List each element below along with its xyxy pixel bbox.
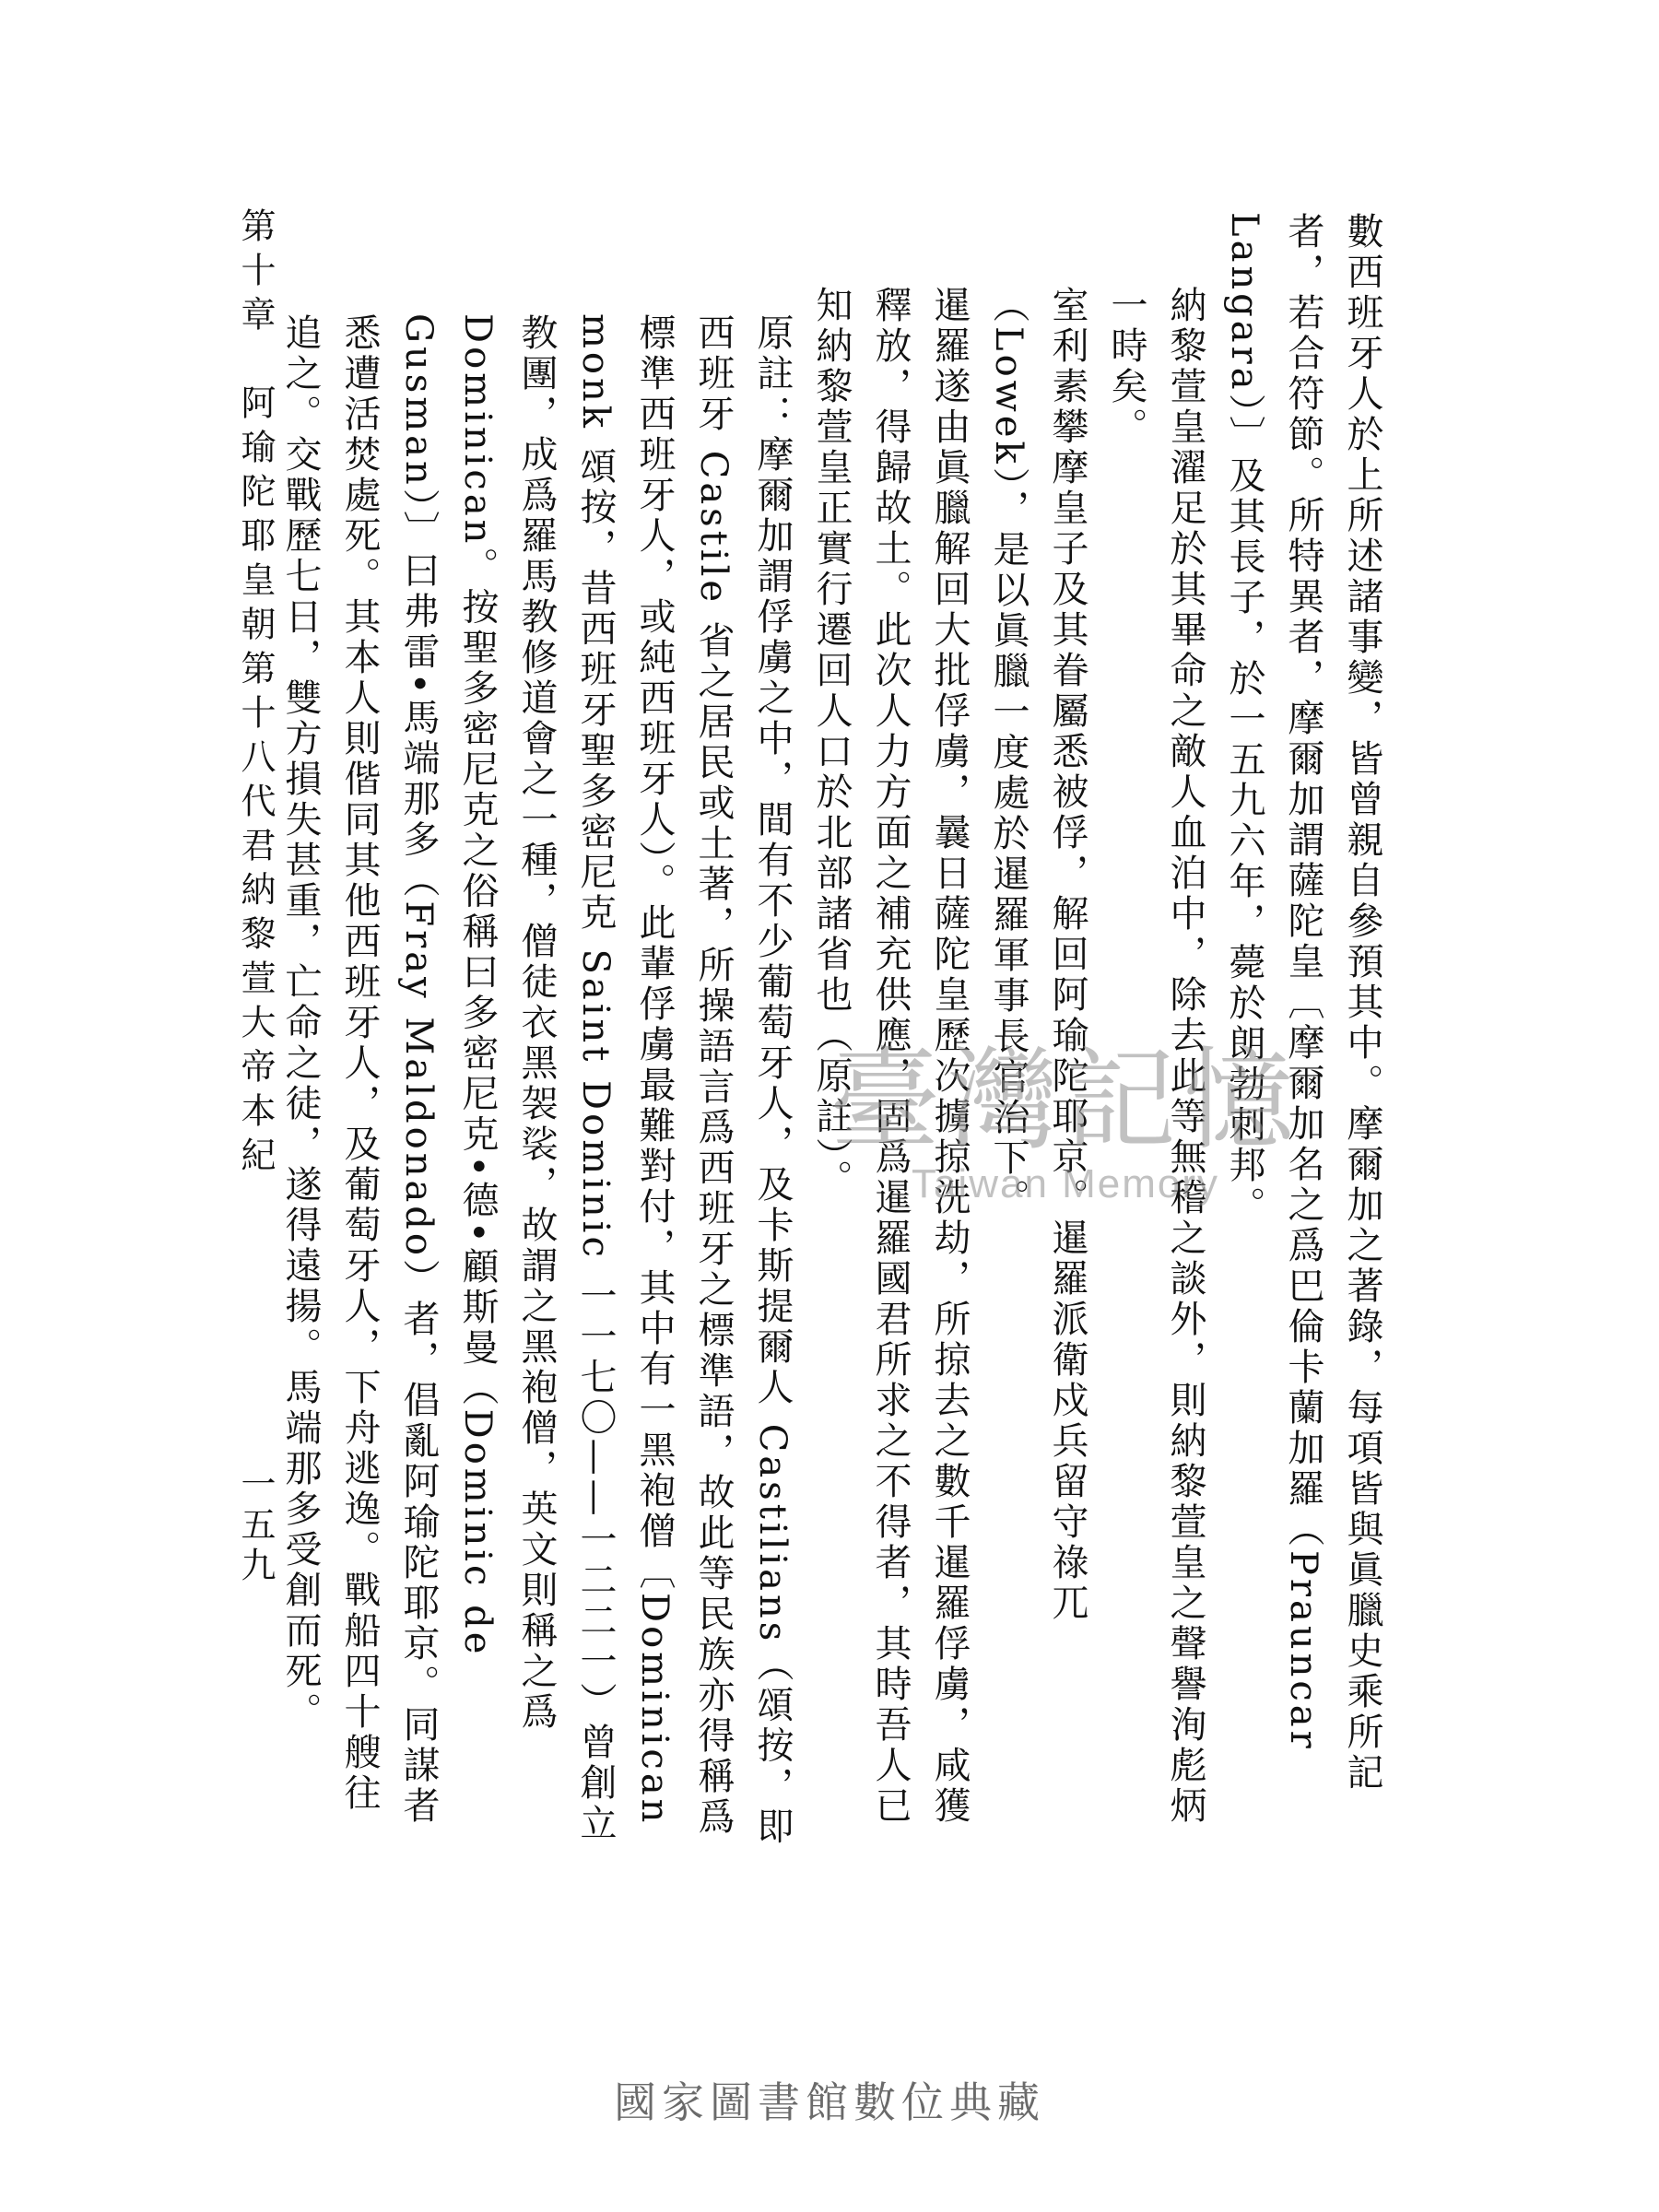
vertical-text-body xyxy=(271,212,1392,1853)
original-note: 原註：摩爾加謂俘虜之中，間有不少葡萄牙人，及卡斯提爾人 Castilians（頌按，即西班牙 Castile 省之居民或土著，所操語言爲西班牙之標準語，故此等民族亦得稱爲標準西班牙人，或純西班牙人）。此輩俘虜最難對付，其中有一黑袍僧〔Dominican monk 頌按，昔西班牙聖多密尼克 Saint Dominic 一一七〇——一二二一）曾創立教團，成爲羅馬教修道會之一種，僧徒衣黑袈裟，故謂之黑袍僧，英文則稱之爲 Dominican。按聖多密尼克之俗稱曰多密尼克•德•顧斯曼（Dominic de Gusman）〕曰弗雷•馬端那多（Fray Maldonado）者，倡亂阿瑜陀耶京。同謀者悉遭活焚處死。其本人則偕同其他西班牙人，及葡萄牙人，下舟逃逸。戰船四十艘往追之。交戰歷七日，雙方損失甚重，亡命之徒，遂得遠揚。馬端那多受創而死。 xyxy=(279,313,794,1848)
paragraph-4: 暹羅遂由眞臘解回大批俘虜，曩日薩陀皇歷次擄掠洗劫，所掠去之數千暹羅俘虜，咸獲釋放，得歸故土。此次人力方面之補充供應，固爲暹羅國君所求之不得者，其時吾人已知納黎萱皇正實行遷回人口於北部諸省也（原註）。 xyxy=(810,286,971,1827)
watermark xyxy=(830,1037,1301,1207)
page-number: 一五九 xyxy=(235,1465,276,1587)
paragraph-1: 數西班牙人於上所述諸事變，皆曾親自參預其中。摩爾加之著錄，每項皆與眞臘史乘所記者，若合符節。所特異者，摩爾加謂薩陀皇〔摩爾加名之爲巴倫卡蘭加羅（Prauncar Langara）〕及其長子，於一五九六年，薨於朗勃刺邦。 xyxy=(1223,212,1383,1794)
paragraph-2: 納黎萱皇濯足於其畢命之敵人血泊中，除去此等無稽之談外，則納黎萱皇之聲譽洵彪炳一時矣。 xyxy=(1105,286,1206,1827)
running-head: 第十章 阿瑜陀耶皇朝第十八代君納黎萱大帝本紀 xyxy=(235,207,276,1181)
footer-credit: 國家圖書館數位典藏 xyxy=(614,2077,1045,2127)
watermark-title: 臺灣記憶 xyxy=(830,1037,1301,1165)
paragraph-3: 室利素攀摩皇子及其眷屬悉被俘，解回阿瑜陀耶京。暹羅派衛戍兵留守祿兀（Lowek），是以眞臘一度處於暹羅軍事長官治下。 xyxy=(987,286,1088,1624)
watermark-subtitle: Taiwan Memory xyxy=(911,1161,1220,1206)
